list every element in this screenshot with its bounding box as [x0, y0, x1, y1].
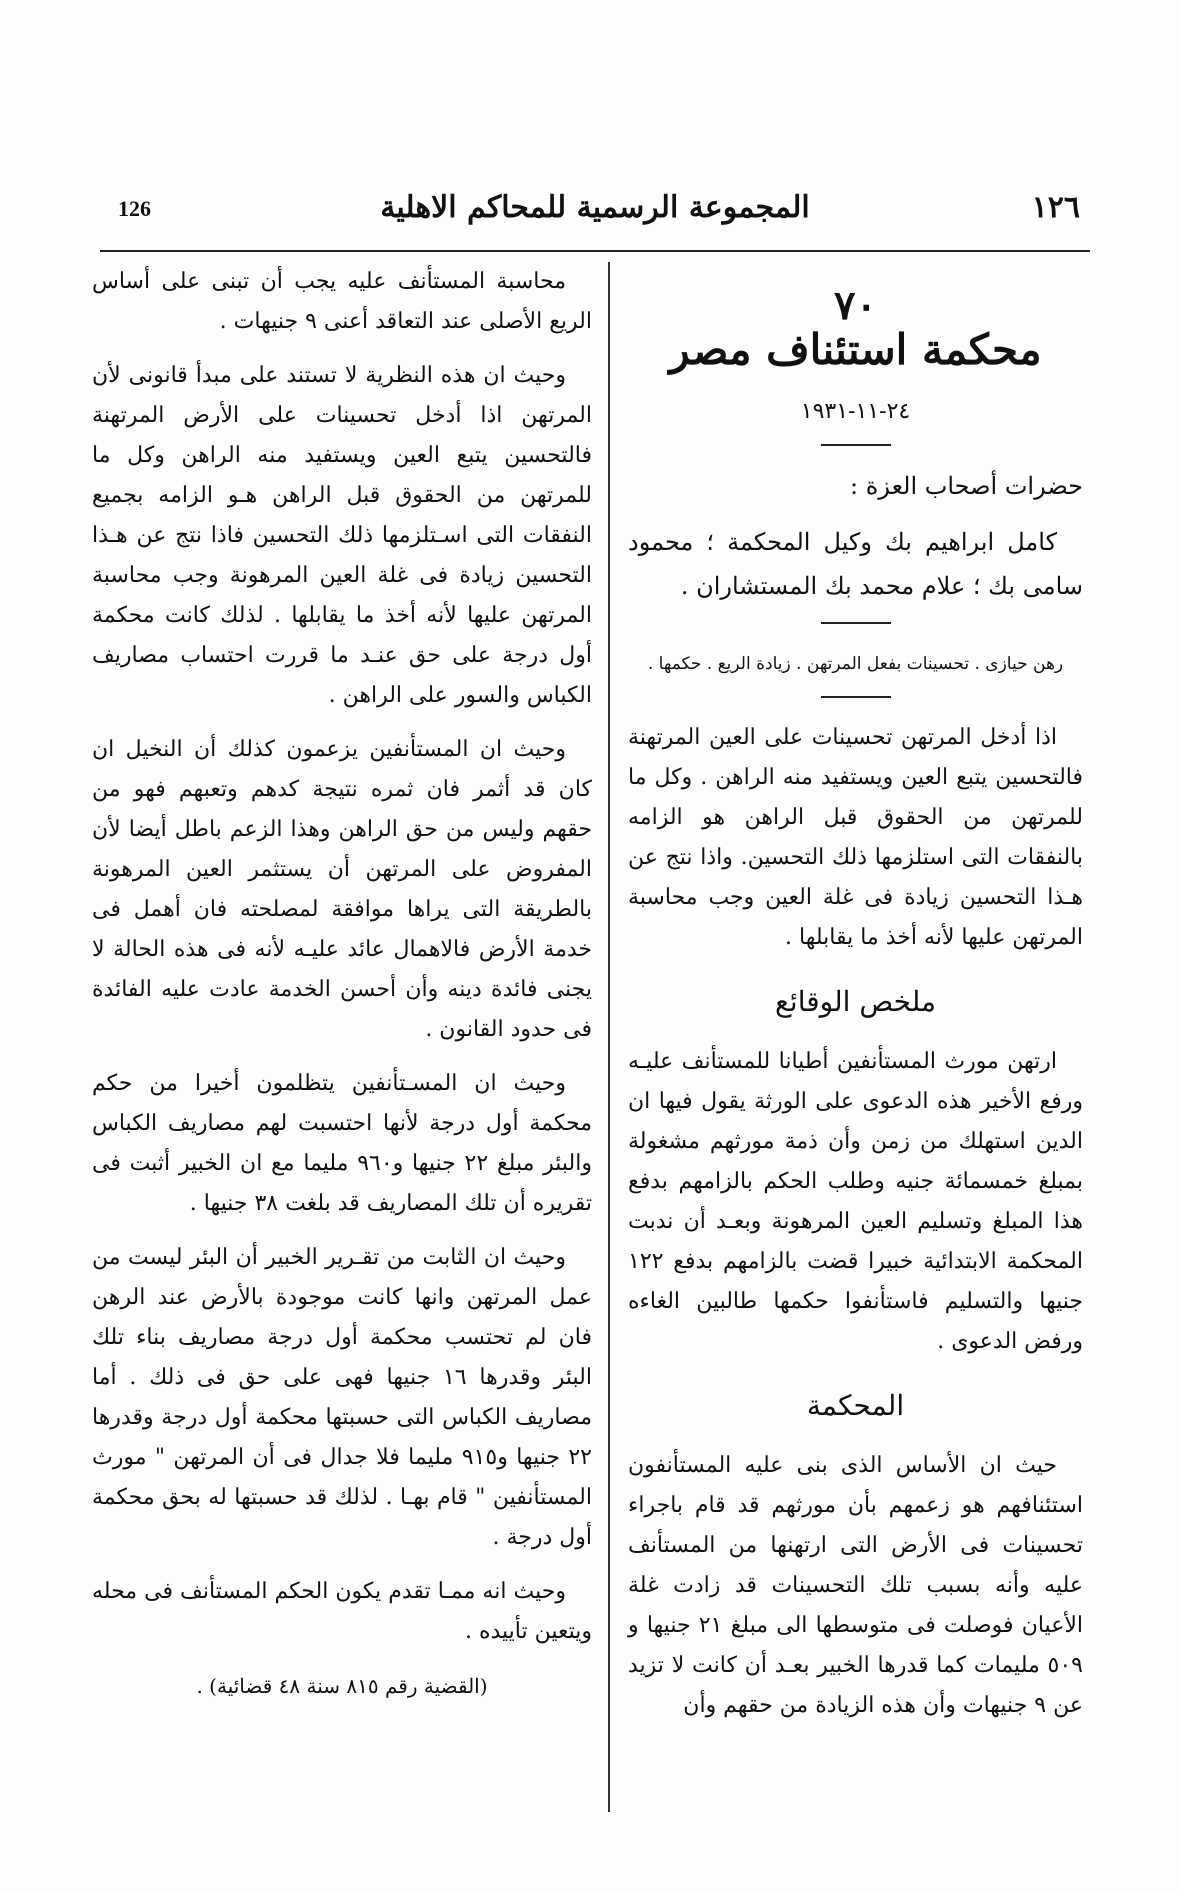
- paragraph: وحيث ان المستأنفين يزعمون كذلك أن النخيل ان كان قد أثمر فان ثمره نتيجة كدهم وتعبهم فهو من حقهم وليس من حق الراهن وهذا الزعم باطل أيضا لأن المفروض على المرتهن أن يستثمر العين المرهونة بالطريقة التى يراها موافقة لمصلحته فان أهمل فى خدمة الأرض فالاهمال عائد عليـه لأنه فى هذه الحالة لا يجنى فائدة دينه وأن أحسن الخدمة عادت عليه الفائدة فى حدود القانون .: [92, 737, 592, 1042]
- page-number-arabic: ١٢٦: [1031, 190, 1080, 225]
- right-column: [628, 282, 1083, 1740]
- separator-rule: [821, 622, 891, 624]
- separator-rule: [821, 696, 891, 698]
- header-rule: [100, 250, 1090, 252]
- facts-heading: ملخص الوقائع: [775, 985, 936, 1018]
- page-number-latin: 126: [118, 196, 151, 221]
- paragraph: وحيث ان هذه النظرية لا تستند على مبدأ قانونى لأن المرتهن اذا أدخل تحسينات على الأرض المرتهنة فالتحسين يتبع العين ويستفيد منه الراهن وكل ما للمرتهن من الحقوق قبل الراهن هـو الزامه بجميع النفقات التى اسـتلزمها ذلك التحسين فاذا نتج عن هـذا التحسين زيادة فى غلة العين المرهونة وجب محاسبة المرتهن عليها لأنه أخذ ما يقابلها . لذلك كانت محكمة أول درجة على حق عنـد ما قررت احتساب مصاريف الكباس والسور على الراهن .: [92, 363, 592, 708]
- separator-rule: [821, 444, 891, 446]
- court-name: محكمة استئناف مصر: [669, 325, 1042, 374]
- page-header: [100, 188, 1090, 248]
- left-column: [92, 262, 592, 1720]
- court-heading: المحكمة: [806, 1389, 905, 1422]
- keywords: رهن حيازى . تحسينات بفعل المرتهن . زيادة الريع . حكمها .: [647, 654, 1064, 674]
- paragraph: وحيث ان المسـتأنفين يتظلمون أخيرا من حكم محكمة أول درجة لأنها احتسبت لهم مصاريف الكباس والبئر مبلغ ٢٢ جنيها و٩٦٠ مليما مع ان الخبير أثبت فى تقريره أن تلك المصاريف قد بلغت ٣٨ جنيها .: [92, 1071, 592, 1216]
- legal-principle: اذا أدخل المرتهن تحسينات على العين المرتهنة فالتحسين يتبع العين ويستفيد منه الراهن . وكل ما للمرتهن من الحقوق قبل الراهن هو الزامه بالنفقات التى استلزمها ذلك التحسين. واذا نتج عن هـذا التحسين زيادة فى غلة العين وجب محاسبة المرتهن عليها لأنه أخذ ما يقابلها .: [628, 725, 1083, 950]
- case-number: ٧٠: [834, 282, 877, 329]
- paragraph: وحيث ان الثابت من تقـرير الخبير أن البئر ليست من عمل المرتهن وانها كانت موجودة بالأرض عند الرهن فان لم تحتسب محكمة أول درجة مصاريف بناء تلك البئر وقدرها ١٦ جنيها فهى على حق فى ذلك . أما مصاريف الكباس التى حسبتها محكمة أول درجة وقدرها ٢٢ جنيها و٩١٥ مليما فلا جدال فى أن المرتهن " مورث المستأنفين " قام بهـا . لذلك قد حسبتها له بحق محكمة أول درجة .: [92, 1245, 592, 1550]
- journal-title: المجموعة الرسمية للمحاكم الاهلية: [380, 190, 810, 225]
- facts-paragraph: ارتهن مورث المستأنفين أطيانا للمستأنف عليـه ورفع الأخير هذه الدعوى على الورثة يقول فيها ان الدين استهلك من زمن وأن ذمة مورثهم مشغولة بمبلغ خمسمائة جنيه وطلب الحكم بالزامهم بدفع هذا المبلغ وتسليم العين المرهونة وبعـد أن ندبت المحكمة الابتدائية خبيرا قضت بالزامهم بدفع ١٢٢ جنيها والتسليم فاستأنفوا حكمها طالبين الغاءه ورفض الدعوى .: [628, 1049, 1083, 1354]
- judgment-date: ٢٤-١١-١٩٣١: [800, 399, 911, 424]
- judges-title: حضرات أصحاب العزة :: [850, 472, 1083, 500]
- paragraph: وحيث انه ممـا تقدم يكون الحكم المستأنف فى محله ويتعين تأييده .: [92, 1579, 592, 1644]
- case-reference: (القضية رقم ٨١٥ سنة ٤٨ قضائية) .: [196, 1674, 488, 1698]
- judgment-paragraph: حيث ان الأساس الذى بنى عليه المستأنفون استئنافهم هو زعمهم بأن مورثهم قد قام باجراء تحسينات فى الأرض التى ارتهنها من المستأنف عليه وأنه بسبب تلك التحسينات قد زادت غلة الأعيان فوصلت فى متوسطها الى مبلغ ٢١ جنيها و ٥٠٩ مليمات كما قدرها الخبير بعـد أن كانت لا تزيد عن ٩ جنيهات وأن هذه الزيادة من حقهم وأن: [628, 1453, 1083, 1718]
- judges-list: كامل ابراهيم بك وكيل المحكمة ؛ محمود سامى بك ؛ علام محمد بك المستشاران .: [628, 528, 1083, 600]
- column-divider: [608, 262, 610, 1812]
- paragraph: محاسبة المستأنف عليه يجب أن تبنى على أساس الريع الأصلى عند التعاقد أعنى ٩ جنيهات .: [92, 269, 592, 334]
